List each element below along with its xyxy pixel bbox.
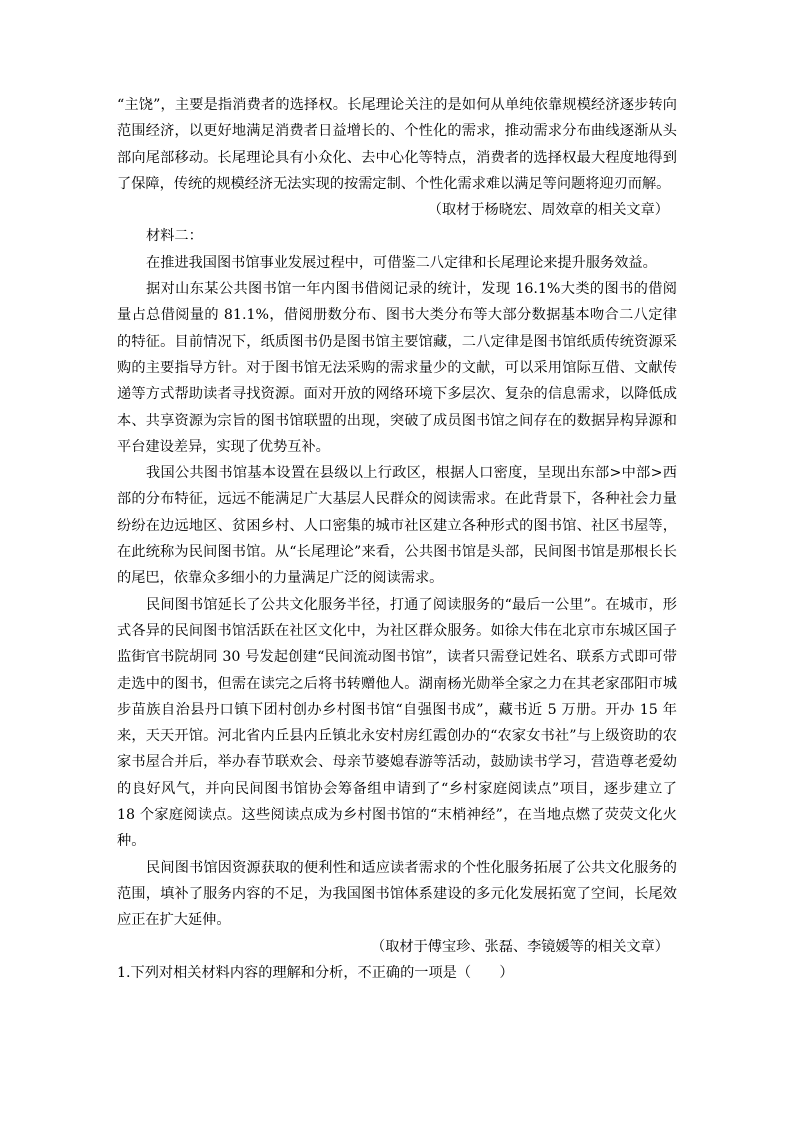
material2-title: 材料二： — [146, 228, 203, 245]
material1-source: （取材于杨晓宏、周效章的相关文章） — [427, 202, 669, 219]
material2-source: （取材于傅宝珍、张磊、李镜媛等的相关文章） — [371, 938, 669, 955]
material2-paragraph-1: 在推进我国图书馆事业发展过程中，可借鉴二八定律和长尾理论来提升服务效益。 — [146, 254, 657, 271]
material2-paragraph-3: 我国公共图书馆基本设置在县级以上行政区，根据人口密度，呈现出东部>中部>西部的分布特征，远远不能满足广大基层人民群众的阅读需求。在此背景下，各种社会力量纷纷在边远地区、贫困乡村、人口密集的城市社区建立各种形式的图书馆、社区书屋等，在此统称为民间图书馆。从“长尾理论”来看，公共图书馆是头部，民间图书馆是那根长长的尾巴，依靠众多细小的力量满足广泛的阅读需求。 — [117, 465, 677, 587]
question-1: 1.下列对相关材料内容的理解和分析，不正确的一项是（ ） — [117, 964, 514, 981]
material2-paragraph-2: 据对山东某公共图书馆一年内图书借阅记录的统计，发现 16.1%大类的图书的借阅量占总借阅量的 81.1%，借阅册数分布、图书大类分布等大部分数据基本吻合二八定律的特征。目前情况下，纸质图书仍是图书馆主要馆藏，二八定律是图书馆纸质传统资源采购的主要指导方针。对于图书馆无法采购的需求量少的文献，可以采用馆际互借、文献传递等方式帮助读者寻找资源。面对开放的网络环境下多层次、复杂的信息需求，以降低成本、共享资源为宗旨的图书馆联盟的出现，突破了成员图书馆之间存在的数据异构异源和平台建设差异，实现了优势互补。 — [117, 281, 677, 455]
document-body — [117, 92, 677, 986]
material2-paragraph-4: 民间图书馆延长了公共文化服务半径，打通了阅读服务的“最后一公里”。在城市，形式各异的民间图书馆活跃在社区文化中，为社区群众服务。如徐大伟在北京市东城区国子监街官书院胡同 30 号发起创建“民间流动图书馆”，读者只需登记姓名、联系方式即可带走选中的图书，但需在读完之后将书转赠他人。湖南杨光勋举全家之力在其老家邵阳市城步苗族自治县丹口镇下团村创办乡村图书馆“自强图书成”，藏书近 5 万册。开办 15 年来，天天开馆。河北省内丘县内丘镇北永安村房红霞创办的“农家女书社”与上级资助的农家书屋合并后，举办春节联欢会、母亲节婆媳春游等活动，鼓励读书学习，营造尊老爱幼的良好风气，并向民间图书馆协会筹备组申请到了“乡村家庭阅读点”项目，逐步建立了 18 个家庭阅读点。这些阅读点成为乡村图书馆的“末梢神经”，在当地点燃了荧荧文化火种。 — [117, 596, 677, 850]
material1-paragraph: “主饶”，主要是指消费者的选择权。长尾理论关注的是如何从单纯依靠规模经济逐步转向范围经济，以更好地满足消费者日益增长的、个性化的需求，推动需求分布曲线逐渐从头部向尾部移动。长尾理论具有小众化、去中心化等特点，消费者的选择权最大程度地得到了保障，传统的规模经济无法实现的按需定制、个性化需求难以满足等问题将迎刃而解。 — [117, 97, 677, 192]
material2-paragraph-5: 民间图书馆因资源获取的便利性和适应读者需求的个性化服务拓展了公共文化服务的范围，填补了服务内容的不足，为我国图书馆体系建设的多元化发展拓宽了空间，长尾效应正在扩大延伸。 — [117, 859, 677, 929]
